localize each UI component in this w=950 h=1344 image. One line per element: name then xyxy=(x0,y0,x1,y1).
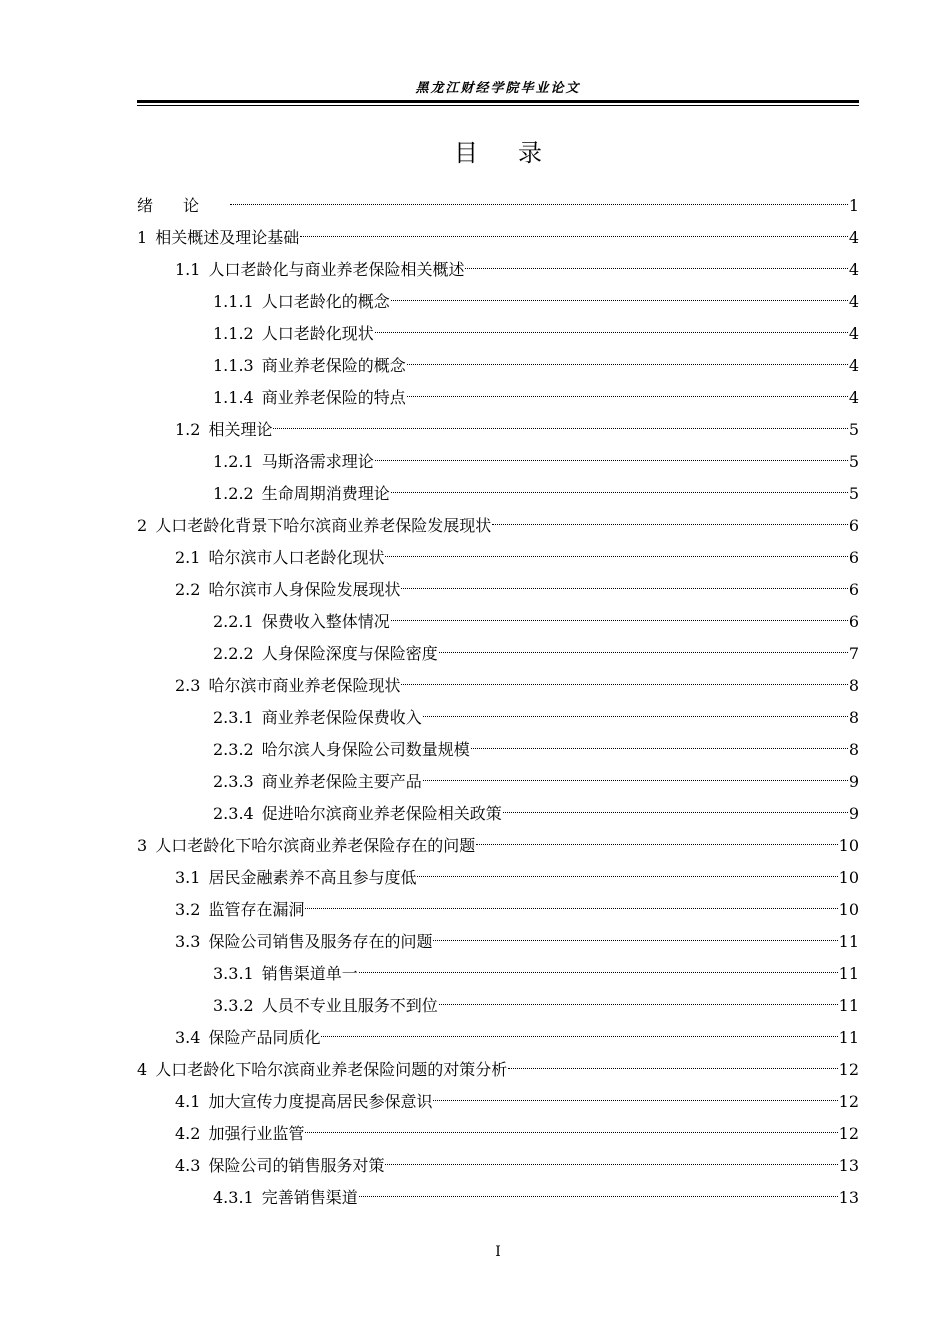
toc-entry-label: 人口老龄化下哈尔滨商业养老保险问题的对策分析 xyxy=(155,1060,508,1079)
toc-entry-number: 1.1.4 xyxy=(213,388,254,407)
toc-entry-page: 4 xyxy=(848,388,859,407)
toc-entry-number: 3.3.1 xyxy=(213,964,254,983)
toc-entry-number: 4.3.1 xyxy=(213,1188,254,1207)
toc-entry[interactable] xyxy=(137,286,859,318)
toc-entry-number: 1.2.2 xyxy=(213,484,254,503)
toc-entry-label: 监管存在漏洞 xyxy=(208,900,305,919)
toc-dot-leader xyxy=(503,812,848,813)
toc-entry[interactable] xyxy=(137,446,859,478)
toc-entry[interactable] xyxy=(137,222,859,254)
page-header xyxy=(137,80,859,108)
toc-dot-leader xyxy=(305,1132,837,1133)
toc-entry-page: 9 xyxy=(848,804,859,823)
toc-entry-number: 2.1 xyxy=(175,548,201,567)
toc-entry-page: 10 xyxy=(838,868,859,887)
toc-dot-leader xyxy=(439,652,848,653)
toc-dot-leader xyxy=(407,396,848,397)
toc-dot-leader xyxy=(407,364,848,365)
toc-entry-number: 1.2.1 xyxy=(213,452,254,471)
toc-entry[interactable] xyxy=(137,574,859,606)
toc-entry-page: 11 xyxy=(838,996,859,1015)
toc-entry-label: 哈尔滨市人身保险发展现状 xyxy=(208,580,401,599)
toc-entry[interactable] xyxy=(137,1054,859,1086)
toc-dot-leader xyxy=(465,268,847,269)
toc-dot-leader xyxy=(476,844,837,845)
toc-entry-label: 绪论 xyxy=(137,196,230,215)
toc-entry[interactable] xyxy=(137,862,859,894)
toc-entry-number: 3 xyxy=(137,836,148,855)
toc-entry-number: 3.2 xyxy=(175,900,201,919)
header-title: 黑龙江财经学院毕业论文 xyxy=(415,81,581,96)
toc-entry-label: 人身保险深度与保险密度 xyxy=(261,644,438,663)
toc-entry-number: 4.2 xyxy=(175,1124,201,1143)
toc-entry-label: 人口老龄化背景下哈尔滨商业养老保险发展现状 xyxy=(155,516,492,535)
toc-entry-page: 10 xyxy=(838,836,859,855)
toc-entry-label: 保险产品同质化 xyxy=(208,1028,321,1047)
toc-entry[interactable] xyxy=(137,798,859,830)
toc-entry-label: 保险公司销售及服务存在的问题 xyxy=(208,932,433,951)
toc-dot-leader xyxy=(391,620,848,621)
toc-entry-number: 2.3.1 xyxy=(213,708,254,727)
toc-entry[interactable] xyxy=(137,958,859,990)
toc-entry[interactable] xyxy=(137,990,859,1022)
toc-dot-leader xyxy=(321,1036,837,1037)
toc-list xyxy=(137,190,859,1214)
toc-entry-number: 2.2.2 xyxy=(213,644,254,663)
toc-entry-number: 3.3.2 xyxy=(213,996,254,1015)
toc-entry-label: 商业养老保险主要产品 xyxy=(261,772,422,791)
toc-entry-page: 5 xyxy=(848,452,859,471)
toc-entry-label: 哈尔滨市商业养老保险现状 xyxy=(208,676,401,695)
toc-entry[interactable] xyxy=(137,478,859,510)
toc-entry-number: 4 xyxy=(137,1060,148,1079)
toc-dot-leader xyxy=(385,1164,837,1165)
toc-entry-label: 人员不专业且服务不到位 xyxy=(261,996,438,1015)
toc-entry[interactable] xyxy=(137,542,859,574)
toc-entry-label: 人口老龄化的概念 xyxy=(261,292,390,311)
toc-entry-label: 生命周期消费理论 xyxy=(261,484,390,503)
toc-dot-leader xyxy=(305,908,837,909)
toc-entry-label: 居民金融素养不高且参与度低 xyxy=(208,868,417,887)
toc-entry-number: 2.3.3 xyxy=(213,772,254,791)
toc-entry[interactable] xyxy=(137,1182,859,1214)
toc-entry[interactable] xyxy=(137,350,859,382)
toc-dot-leader xyxy=(417,876,837,877)
toc-dot-leader xyxy=(423,780,848,781)
toc-entry-label: 完善销售渠道 xyxy=(261,1188,358,1207)
toc-entry-page: 6 xyxy=(848,548,859,567)
toc-dot-leader xyxy=(401,684,847,685)
toc-entry-label: 相关概述及理论基础 xyxy=(155,228,300,247)
toc-entry-label: 相关理论 xyxy=(208,420,273,439)
toc-entry-label: 商业养老保险的概念 xyxy=(261,356,406,375)
toc-entry-label: 哈尔滨市人口老龄化现状 xyxy=(208,548,385,567)
toc-entry[interactable] xyxy=(137,190,859,222)
toc-dot-leader xyxy=(433,1100,837,1101)
toc-entry-label: 销售渠道单一 xyxy=(261,964,358,983)
toc-entry-number: 1.1 xyxy=(175,260,201,279)
toc-dot-leader xyxy=(300,236,848,237)
toc-dot-leader xyxy=(508,1068,837,1069)
toc-entry[interactable] xyxy=(137,638,859,670)
toc-dot-leader xyxy=(359,972,838,973)
toc-entry-label: 促进哈尔滨商业养老保险相关政策 xyxy=(261,804,502,823)
toc-dot-leader xyxy=(273,428,847,429)
toc-entry-page: 4 xyxy=(848,356,859,375)
toc-entry[interactable] xyxy=(137,606,859,638)
toc-entry-label: 商业养老保险保费收入 xyxy=(261,708,422,727)
toc-entry[interactable] xyxy=(137,734,859,766)
toc-entry-label: 哈尔滨人身保险公司数量规模 xyxy=(261,740,470,759)
toc-dot-leader xyxy=(439,1004,838,1005)
toc-entry[interactable] xyxy=(137,1022,859,1054)
toc-entry-number: 2.2.1 xyxy=(213,612,254,631)
toc-entry-page: 8 xyxy=(848,708,859,727)
toc-dot-leader xyxy=(359,1196,838,1197)
toc-dot-leader xyxy=(230,204,848,205)
toc-entry-number: 2.3.4 xyxy=(213,804,254,823)
toc-entry-page: 13 xyxy=(838,1188,859,1207)
toc-entry-number: 1.1.2 xyxy=(213,324,254,343)
toc-dot-leader xyxy=(423,716,848,717)
toc-entry-label: 加强行业监管 xyxy=(208,1124,305,1143)
toc-entry-label: 保险公司的销售服务对策 xyxy=(208,1156,385,1175)
toc-entry[interactable] xyxy=(137,894,859,926)
toc-entry[interactable] xyxy=(137,1150,859,1182)
toc-entry-page: 8 xyxy=(848,740,859,759)
toc-entry-page: 6 xyxy=(848,580,859,599)
toc-entry-page: 12 xyxy=(838,1092,859,1111)
toc-title: 目录 xyxy=(454,139,582,167)
toc-entry-page: 11 xyxy=(838,1028,859,1047)
toc-entry-label: 马斯洛需求理论 xyxy=(261,452,374,471)
toc-entry-number: 1 xyxy=(137,228,148,247)
toc-entry-page: 12 xyxy=(838,1060,859,1079)
toc-dot-leader xyxy=(391,300,848,301)
header-rule-thin xyxy=(137,105,859,106)
toc-entry-page: 13 xyxy=(838,1156,859,1175)
toc-dot-leader xyxy=(391,492,848,493)
toc-entry[interactable] xyxy=(137,254,859,286)
toc-dot-leader xyxy=(433,940,837,941)
toc-entry-number: 2 xyxy=(137,516,148,535)
toc-entry[interactable] xyxy=(137,702,859,734)
toc-entry-page: 6 xyxy=(848,516,859,535)
toc-entry-number: 3.3 xyxy=(175,932,201,951)
toc-entry-label: 加大宣传力度提高居民参保意识 xyxy=(208,1092,433,1111)
toc-entry-page: 10 xyxy=(838,900,859,919)
toc-entry-number: 1.1.3 xyxy=(213,356,254,375)
toc-entry-label: 人口老龄化与商业养老保险相关概述 xyxy=(208,260,465,279)
toc-entry-number: 4.3 xyxy=(175,1156,201,1175)
toc-entry-number: 3.1 xyxy=(175,868,201,887)
toc-entry-number: 4.1 xyxy=(175,1092,201,1111)
toc-entry-label: 保费收入整体情况 xyxy=(261,612,390,631)
toc-entry-page: 11 xyxy=(838,932,859,951)
toc-entry-label: 人口老龄化下哈尔滨商业养老保险存在的问题 xyxy=(155,836,476,855)
header-rule-thick xyxy=(137,100,859,103)
toc-entry-page: 12 xyxy=(838,1124,859,1143)
toc-entry-page: 4 xyxy=(848,292,859,311)
toc-entry[interactable] xyxy=(137,766,859,798)
toc-entry-page: 4 xyxy=(848,228,859,247)
toc-dot-leader xyxy=(492,524,848,525)
toc-entry-page: 9 xyxy=(848,772,859,791)
toc-dot-leader xyxy=(401,588,847,589)
toc-dot-leader xyxy=(375,460,848,461)
toc-entry-number: 1.1.1 xyxy=(213,292,254,311)
toc-entry[interactable] xyxy=(137,414,859,446)
toc-entry-page: 5 xyxy=(848,484,859,503)
toc-dot-leader xyxy=(385,556,847,557)
toc-entry[interactable] xyxy=(137,926,859,958)
toc-entry[interactable] xyxy=(137,1086,859,1118)
toc-entry[interactable] xyxy=(137,382,859,414)
toc-entry[interactable] xyxy=(137,830,859,862)
toc-entry[interactable] xyxy=(137,510,859,542)
toc-entry-label: 人口老龄化现状 xyxy=(261,324,374,343)
toc-entry-number: 2.2 xyxy=(175,580,201,599)
toc-entry-page: 8 xyxy=(848,676,859,695)
toc-dot-leader xyxy=(471,748,848,749)
toc-entry-page: 4 xyxy=(848,260,859,279)
toc-entry-page: 7 xyxy=(848,644,859,663)
toc-entry-page: 5 xyxy=(848,420,859,439)
toc-entry-label: 商业养老保险的特点 xyxy=(261,388,406,407)
toc-entry[interactable] xyxy=(137,1118,859,1150)
toc-entry-number: 2.3.2 xyxy=(213,740,254,759)
page-number: I xyxy=(495,1244,501,1260)
toc-entry-page: 4 xyxy=(848,324,859,343)
toc-entry-number: 3.4 xyxy=(175,1028,201,1047)
toc-entry[interactable] xyxy=(137,318,859,350)
toc-dot-leader xyxy=(375,332,848,333)
toc-entry-page: 1 xyxy=(848,196,859,215)
toc-entry[interactable] xyxy=(137,670,859,702)
toc-entry-number: 2.3 xyxy=(175,676,201,695)
toc-entry-page: 6 xyxy=(848,612,859,631)
toc-entry-number: 1.2 xyxy=(175,420,201,439)
toc-entry-page: 11 xyxy=(838,964,859,983)
